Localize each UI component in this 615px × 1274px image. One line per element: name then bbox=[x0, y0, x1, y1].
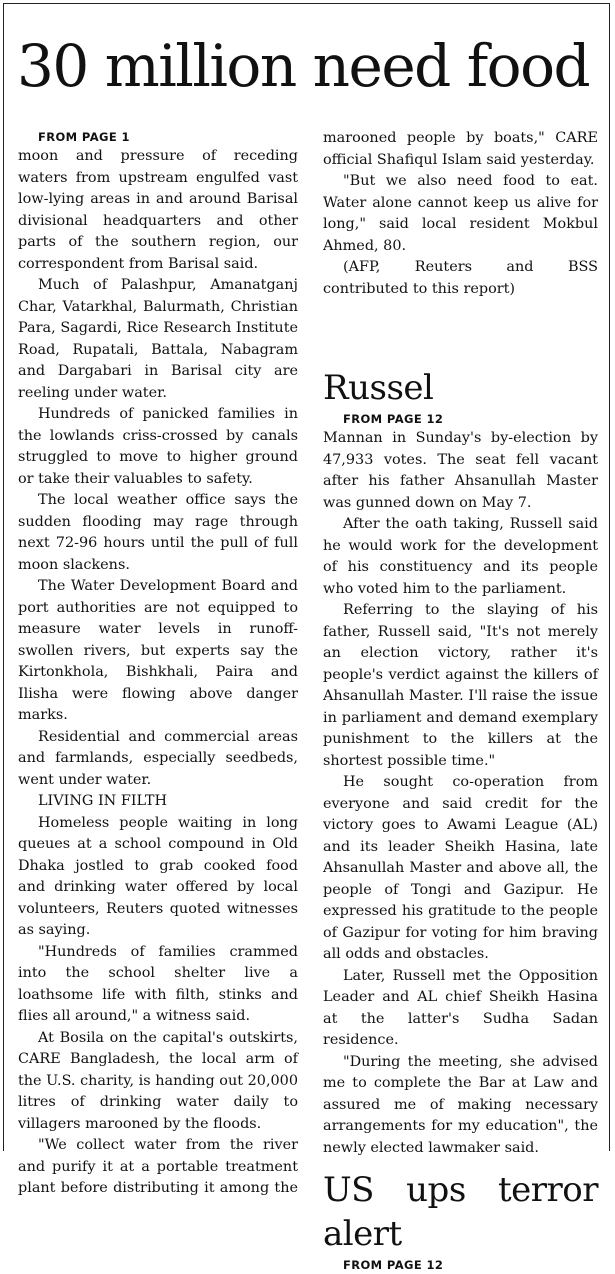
story2-paragraph: After the oath taking, Russell said he would work for the development of his constituency and its people who voted him to the parliament. bbox=[323, 516, 598, 597]
story2-paragraph: Mannan in Sunday's by-election by 47,933 votes. The seat fell vacant after his father Ahsanullah Master was gunned down on May 7. bbox=[323, 430, 598, 511]
story1-paragraph: Homeless people waiting in long queues at a school compound in Old Dhaka jostled to grab cooked food and drinking water offered by local volunteers, Reuters quoted witnesses as saying. bbox=[18, 814, 298, 938]
story1-kicker: FROM PAGE 1 bbox=[38, 130, 130, 144]
story2-kicker: FROM PAGE 12 bbox=[343, 412, 444, 426]
story1-paragraph: Much of Palashpur, Amanatganj Char, Vatarkhal, Balurmath, Christian Para, Sagardi, Rice Research Institute Road, Rupatali, Battala, Nabagram and Dargabari in Barisal city are reeling under water. bbox=[18, 277, 298, 401]
story3-headline: US ups terror alert bbox=[323, 1170, 598, 1254]
left-column bbox=[18, 128, 298, 1200]
story1-credit: (AFP, Reuters and BSS contributed to this report) bbox=[323, 259, 598, 297]
spacer bbox=[323, 1159, 598, 1168]
story3-kicker: FROM PAGE 12 bbox=[343, 1258, 444, 1272]
story1-paragraph: The local weather office says the sudden flooding may rage through next 72-96 hours until the pull of full moon slackens. bbox=[18, 492, 298, 573]
main-headline: 30 million need food bbox=[17, 32, 590, 100]
story1-paragraph: Hundreds of panicked families in the lowlands criss-crossed by canals struggled to move to higher ground or take their valuables to safety. bbox=[18, 406, 298, 487]
story1-paragraph: The Water Development Board and port authorities are not equipped to measure water levels in runoff-swollen rivers, but experts say the Kirtonkhola, Bishkhali, Paira and Ilisha were flowing above danger marks. bbox=[18, 578, 298, 723]
story1-continuation: marooned people by boats," CARE official Shafiqul Islam said yesterday. bbox=[323, 130, 598, 168]
story2-paragraph: Referring to the slaying of his father, Russell said, "It's not merely an election victory, rather it's people's verdict against the killers of Ahsanullah Master. I'll raise the issue in parliament and demand exemplary punishment to the killers at the shortest possible time." bbox=[323, 602, 598, 769]
story1-continuation: "But we also need food to eat. Water alone cannot keep us alive for long," said local resident Mokbul Ahmed, 80. bbox=[323, 173, 598, 254]
story2-headline: Russel bbox=[323, 368, 434, 408]
newspaper-page bbox=[3, 3, 610, 1272]
story1-paragraph: "We collect water from the river and purify it at a portable treatment plant before distributing it among the bbox=[18, 1137, 298, 1196]
spacer bbox=[323, 300, 598, 366]
story2-paragraph: He sought co-operation from everyone and said credit for the victory goes to Awami League (AL) and its leader Sheikh Hasina, late Ahsanullah Master and above all, the people of Tongi and Gazipur. He expressed his gratitude to the people of Gazipur for voting for him braving all odds and obstacles. bbox=[323, 774, 598, 962]
story2-paragraph: Later, Russell met the Opposition Leader and AL chief Sheikh Hasina at the latter's Sudha Sadan residence. bbox=[323, 967, 598, 1048]
right-column bbox=[323, 128, 598, 1274]
story2-paragraph: "During the meeting, she advised me to complete the Bar at Law and assured me of making necessary arrangements for my education", the newly elected lawmaker said. bbox=[323, 1053, 598, 1156]
story1-paragraph: moon and pressure of receding waters from upstream engulfed vast low-lying areas in and around Barisal divisional headquarters and other parts of the southern region, our correspondent from Barisal said. bbox=[18, 148, 298, 272]
story1-intertitle: LIVING IN FILTH bbox=[38, 793, 168, 809]
story1-paragraph: Residential and commercial areas and farmlands, especially seedbeds, went under water. bbox=[18, 728, 298, 788]
story1-paragraph: At Bosila on the capital's outskirts, CARE Bangladesh, the local arm of the U.S. charity, is handing out 20,000 litres of drinking water daily to villagers marooned by the floods. bbox=[18, 1029, 298, 1132]
story1-paragraph: "Hundreds of families crammed into the school shelter live a loathsome life with filth, stinks and flies all around," a witness said. bbox=[18, 943, 298, 1024]
